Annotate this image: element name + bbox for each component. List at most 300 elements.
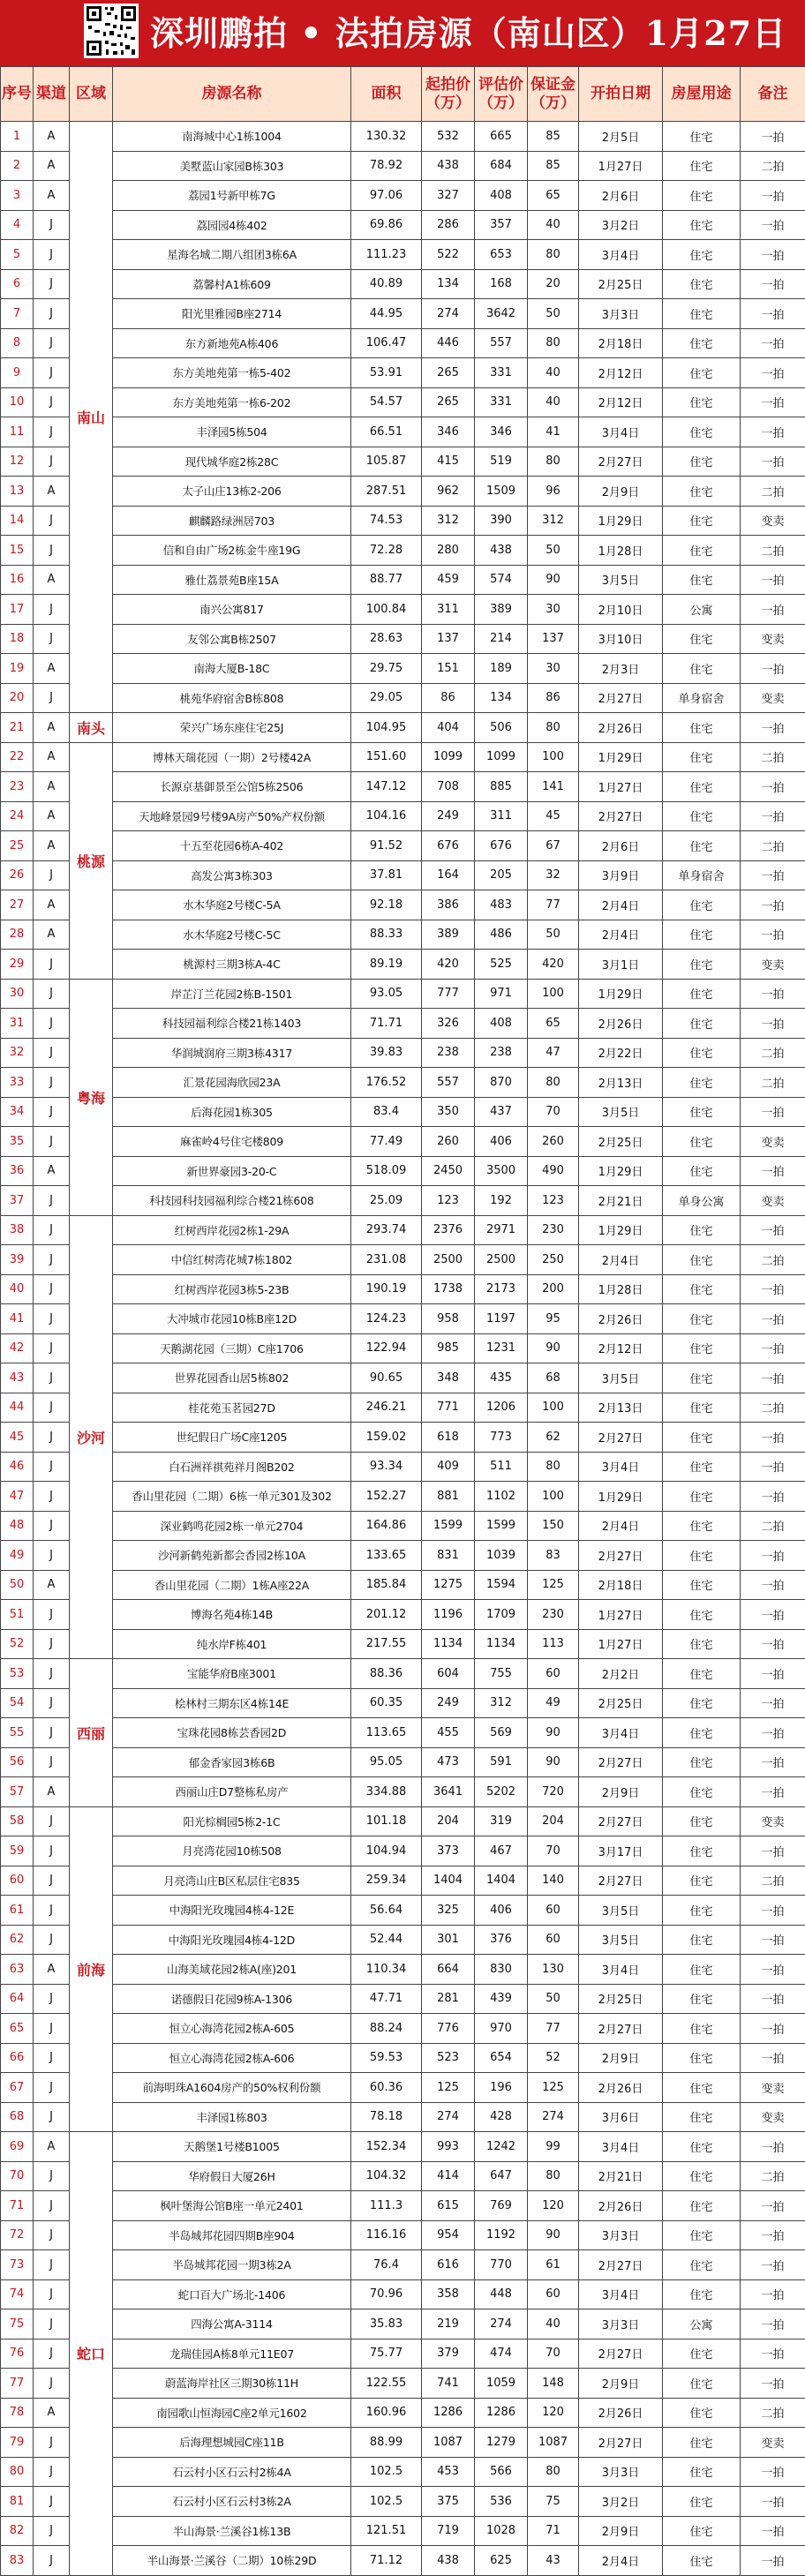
size-cell: 56.64 [351, 1896, 422, 1926]
row-number: 7 [1, 299, 34, 329]
usage-cell: 住宅 [663, 1629, 741, 1659]
row-number: 2 [1, 151, 34, 181]
deposit-cell: 490 [528, 1156, 579, 1186]
usage-cell: 住宅 [663, 2398, 741, 2428]
table-row [1, 181, 805, 211]
auction-date-cell: 2月4日 [579, 2546, 663, 2576]
start-price-cell: 719 [422, 2516, 475, 2546]
auction-date-cell: 2月4日 [579, 1245, 663, 1275]
usage-cell: 住宅 [663, 210, 741, 240]
usage-cell: 住宅 [663, 713, 741, 743]
usage-cell: 住宅 [663, 1452, 741, 1482]
auction-date-cell: 2月6日 [579, 181, 663, 211]
size-cell: 217.55 [351, 1629, 422, 1659]
note-cell: 一拍 [741, 1896, 805, 1926]
appraisal-cell: 569 [475, 1718, 528, 1748]
channel-cell: A [34, 1156, 70, 1186]
size-cell: 77.49 [351, 1127, 422, 1157]
row-number: 36 [1, 1156, 34, 1186]
row-number: 73 [1, 2250, 34, 2280]
size-cell: 518.09 [351, 1156, 422, 1186]
property-name: 华润城润府三期3栋4317 [113, 1038, 351, 1068]
table-row [1, 920, 805, 950]
row-number: 66 [1, 2043, 34, 2073]
deposit-cell: 65 [528, 181, 579, 211]
usage-cell: 住宅 [663, 565, 741, 595]
start-price-cell: 281 [422, 1984, 475, 2014]
appraisal-cell: 2173 [475, 1274, 528, 1304]
auction-date-cell: 2月22日 [579, 1038, 663, 1068]
size-cell: 71.12 [351, 2546, 422, 2576]
row-number: 69 [1, 2132, 34, 2162]
note-cell: 变卖 [741, 1806, 805, 1836]
note-cell: 一拍 [741, 654, 805, 684]
property-name: 太子山庄13栋2-206 [113, 477, 351, 507]
deposit-cell: 47 [528, 1038, 579, 1068]
note-cell: 二拍 [741, 2161, 805, 2191]
deposit-cell: 312 [528, 506, 579, 536]
property-name: 信和自由广场2栋金牛座19G [113, 536, 351, 566]
start-price-cell: 151 [422, 654, 475, 684]
usage-cell: 住宅 [663, 801, 741, 831]
property-name: 天鹅堡1号楼B1005 [113, 2132, 351, 2162]
size-cell: 88.24 [351, 2014, 422, 2044]
table-row [1, 1896, 805, 1926]
property-name: 郁金香家园3栋6B [113, 1747, 351, 1777]
row-number: 17 [1, 595, 34, 625]
row-number: 55 [1, 1718, 34, 1748]
table-row [1, 1806, 805, 1836]
property-name: 阳光棕榈园5栋2-1C [113, 1806, 351, 1836]
table-row [1, 1423, 805, 1453]
size-cell: 47.71 [351, 1984, 422, 2014]
note-cell: 一拍 [741, 1836, 805, 1866]
property-name: 荔馨村A1栋609 [113, 269, 351, 299]
channel-cell: J [34, 536, 70, 566]
auction-date-cell: 2月27日 [579, 683, 663, 713]
property-name: 红树西岸花园2栋1-29A [113, 1215, 351, 1245]
row-number: 25 [1, 831, 34, 861]
size-cell: 78.18 [351, 2102, 422, 2132]
property-name: 大冲城市花园10栋B座12D [113, 1304, 351, 1334]
appraisal-cell: 506 [475, 713, 528, 743]
property-name: 宝能华府B座3001 [113, 1659, 351, 1689]
deposit-cell: 130 [528, 1955, 579, 1985]
deposit-cell: 60 [528, 2279, 579, 2309]
property-name: 十五至花园6栋A-402 [113, 831, 351, 861]
deposit-cell: 274 [528, 2102, 579, 2132]
property-name: 蛇口百大广场北-1406 [113, 2279, 351, 2309]
note-cell: 一拍 [741, 801, 805, 831]
note-cell: 一拍 [741, 2339, 805, 2369]
deposit-cell: 50 [528, 920, 579, 950]
row-number: 10 [1, 387, 34, 417]
usage-cell: 住宅 [663, 624, 741, 654]
usage-cell: 住宅 [663, 1127, 741, 1157]
table-row [1, 1600, 805, 1630]
table-row [1, 950, 805, 980]
note-cell: 一拍 [741, 2220, 805, 2250]
auction-date-cell: 2月27日 [579, 1866, 663, 1896]
table-row [1, 1068, 805, 1098]
auction-date-cell: 2月27日 [579, 1806, 663, 1836]
appraisal-cell: 467 [475, 1836, 528, 1866]
channel-cell: J [34, 447, 70, 477]
channel-cell: J [34, 2191, 70, 2221]
note-cell: 二拍 [741, 151, 805, 181]
start-price-cell: 459 [422, 565, 475, 595]
deposit-cell: 137 [528, 624, 579, 654]
appraisal-cell: 770 [475, 2250, 528, 2280]
channel-cell: A [34, 565, 70, 595]
channel-cell: J [34, 1482, 70, 1512]
table-row [1, 772, 805, 802]
channel-cell: J [34, 2014, 70, 2044]
usage-cell: 住宅 [663, 2220, 741, 2250]
appraisal-cell: 205 [475, 860, 528, 890]
table-row [1, 2516, 805, 2546]
auction-date-cell: 2月18日 [579, 1570, 663, 1600]
auction-date-cell: 2月4日 [579, 890, 663, 920]
start-price-cell: 219 [422, 2309, 475, 2339]
size-cell: 106.47 [351, 328, 422, 358]
note-cell: 一拍 [741, 1304, 805, 1334]
start-price-cell: 954 [422, 2220, 475, 2250]
property-name: 西丽山庄D7整栋私房产 [113, 1777, 351, 1807]
usage-cell: 住宅 [663, 387, 741, 417]
usage-cell: 住宅 [663, 1955, 741, 1985]
appraisal-cell: 438 [475, 536, 528, 566]
start-price-cell: 1087 [422, 2428, 475, 2458]
deposit-cell: 100 [528, 742, 579, 772]
property-name: 南海城中心1栋1004 [113, 122, 351, 152]
channel-cell: A [34, 2398, 70, 2428]
usage-cell: 住宅 [663, 2250, 741, 2280]
property-name: 麻雀岭4号住宅楼809 [113, 1127, 351, 1157]
header-banner [0, 0, 805, 66]
appraisal-cell: 773 [475, 1423, 528, 1453]
deposit-cell: 86 [528, 683, 579, 713]
channel-cell: J [34, 624, 70, 654]
auction-date-cell: 2月25日 [579, 1984, 663, 2014]
property-name: 恒立心海湾花园2栋A-605 [113, 2014, 351, 2044]
note-cell: 一拍 [741, 2309, 805, 2339]
note-cell: 一拍 [741, 920, 805, 950]
property-name: 桃苑华府宿舍B栋808 [113, 683, 351, 713]
property-name: 纯水岸F栋401 [113, 1629, 351, 1659]
appraisal-cell: 319 [475, 1806, 528, 1836]
channel-cell: A [34, 801, 70, 831]
property-name: 龙瑞佳园A栋8单元11E07 [113, 2339, 351, 2369]
auction-date-cell: 1月29日 [579, 742, 663, 772]
channel-cell: J [34, 1097, 70, 1127]
size-cell: 29.75 [351, 654, 422, 684]
row-number: 12 [1, 447, 34, 477]
channel-cell: J [34, 1925, 70, 1955]
usage-cell: 住宅 [663, 1245, 741, 1275]
appraisal-cell: 3642 [475, 299, 528, 329]
table-row [1, 2428, 805, 2458]
auction-date-cell: 1月28日 [579, 1274, 663, 1304]
deposit-cell: 60 [528, 1659, 579, 1689]
size-cell: 102.5 [351, 2487, 422, 2517]
col-header-auction-date: 开拍日期 [579, 67, 663, 122]
size-cell: 111.23 [351, 240, 422, 270]
note-cell: 一拍 [741, 1777, 805, 1807]
table-row [1, 565, 805, 595]
row-number: 74 [1, 2279, 34, 2309]
note-cell: 二拍 [741, 2398, 805, 2428]
size-cell: 59.53 [351, 2043, 422, 2073]
size-cell: 259.34 [351, 1866, 422, 1896]
start-price-cell: 1134 [422, 1629, 475, 1659]
channel-cell: A [34, 772, 70, 802]
table-row [1, 447, 805, 477]
auction-date-cell: 2月18日 [579, 328, 663, 358]
appraisal-cell: 5202 [475, 1777, 528, 1807]
note-cell: 变卖 [741, 1186, 805, 1216]
usage-cell: 住宅 [663, 2132, 741, 2162]
deposit-cell: 140 [528, 1866, 579, 1896]
appraisal-cell: 435 [475, 1363, 528, 1393]
appraisal-cell: 439 [475, 1984, 528, 2014]
size-cell: 334.88 [351, 1777, 422, 1807]
channel-cell: A [34, 920, 70, 950]
usage-cell: 住宅 [663, 2457, 741, 2487]
deposit-cell: 60 [528, 1925, 579, 1955]
channel-cell: J [34, 1393, 70, 1423]
usage-cell: 住宅 [663, 1925, 741, 1955]
appraisal-cell: 1599 [475, 1511, 528, 1541]
usage-cell: 住宅 [663, 417, 741, 447]
row-number: 38 [1, 1215, 34, 1245]
usage-cell: 住宅 [663, 1747, 741, 1777]
appraisal-cell: 1059 [475, 2369, 528, 2399]
appraisal-cell: 483 [475, 890, 528, 920]
property-name: 中海阳光玫瑰园4栋4-12D [113, 1925, 351, 1955]
row-number: 4 [1, 210, 34, 240]
usage-cell: 住宅 [663, 1068, 741, 1098]
auction-date-cell: 3月6日 [579, 2102, 663, 2132]
channel-cell: J [34, 2250, 70, 2280]
property-name: 半山海景·兰溪谷1栋13B [113, 2516, 351, 2546]
row-number: 21 [1, 713, 34, 743]
start-price-cell: 1275 [422, 1570, 475, 1600]
property-name: 水木华庭2号楼C-5C [113, 920, 351, 950]
row-number: 67 [1, 2073, 34, 2103]
note-cell: 一拍 [741, 2043, 805, 2073]
usage-cell: 住宅 [663, 240, 741, 270]
row-number: 63 [1, 1955, 34, 1985]
usage-cell: 住宅 [663, 122, 741, 152]
appraisal-cell: 2971 [475, 1215, 528, 1245]
size-cell: 66.51 [351, 417, 422, 447]
appraisal-cell: 168 [475, 269, 528, 299]
qr-code-icon [84, 4, 139, 58]
start-price-cell: 523 [422, 2043, 475, 2073]
property-name: 前海明珠A1604房产的50%权利份额 [113, 2073, 351, 2103]
col-header-name: 房源名称 [113, 67, 351, 122]
deposit-cell: 80 [528, 328, 579, 358]
property-name: 世纪假日广场C座1205 [113, 1423, 351, 1453]
row-number: 49 [1, 1541, 34, 1571]
row-number: 76 [1, 2339, 34, 2369]
auction-date-cell: 2月6日 [579, 831, 663, 861]
note-cell: 一拍 [741, 269, 805, 299]
row-number: 28 [1, 920, 34, 950]
auction-date-cell: 2月27日 [579, 1747, 663, 1777]
channel-cell: J [34, 1718, 70, 1748]
deposit-cell: 113 [528, 1629, 579, 1659]
row-number: 3 [1, 181, 34, 211]
note-cell: 二拍 [741, 831, 805, 861]
region-cell: 蛇口 [70, 2132, 113, 2576]
auction-date-cell: 2月27日 [579, 2428, 663, 2458]
usage-cell: 住宅 [663, 1097, 741, 1127]
note-cell: 一拍 [741, 358, 805, 388]
table-row [1, 1570, 805, 1600]
appraisal-cell: 653 [475, 240, 528, 270]
size-cell: 90.65 [351, 1363, 422, 1393]
start-price-cell: 776 [422, 2014, 475, 2044]
usage-cell: 住宅 [663, 1600, 741, 1630]
row-number: 54 [1, 1688, 34, 1718]
table-row [1, 477, 805, 507]
appraisal-cell: 274 [475, 2309, 528, 2339]
row-number: 71 [1, 2191, 34, 2221]
channel-cell: A [34, 122, 70, 152]
property-name: 麒麟路绿洲居703 [113, 506, 351, 536]
auction-date-cell: 2月9日 [579, 2369, 663, 2399]
table-row [1, 210, 805, 240]
table-row [1, 595, 805, 625]
table-row [1, 1038, 805, 1068]
row-number: 64 [1, 1984, 34, 2014]
row-number: 9 [1, 358, 34, 388]
size-cell: 246.21 [351, 1393, 422, 1423]
note-cell: 一拍 [741, 387, 805, 417]
auction-date-cell: 3月4日 [579, 1718, 663, 1748]
table-row [1, 1718, 805, 1748]
channel-cell: J [34, 1274, 70, 1304]
appraisal-cell: 971 [475, 979, 528, 1009]
usage-cell: 住宅 [663, 1836, 741, 1866]
start-price-cell: 455 [422, 1718, 475, 1748]
channel-cell: J [34, 2102, 70, 2132]
size-cell: 35.83 [351, 2309, 422, 2339]
usage-cell: 住宅 [663, 1333, 741, 1363]
deposit-cell: 80 [528, 240, 579, 270]
table-row [1, 1186, 805, 1216]
col-header-note: 备注 [741, 67, 805, 122]
size-cell: 88.99 [351, 2428, 422, 2458]
table-row [1, 1097, 805, 1127]
table-row [1, 2487, 805, 2517]
size-cell: 190.19 [351, 1274, 422, 1304]
property-name: 后海理想城园C座11B [113, 2428, 351, 2458]
auction-date-cell: 3月5日 [579, 1363, 663, 1393]
channel-cell: J [34, 1068, 70, 1098]
usage-cell: 住宅 [663, 1688, 741, 1718]
row-number: 37 [1, 1186, 34, 1216]
note-cell: 一拍 [741, 1452, 805, 1482]
channel-cell: J [34, 595, 70, 625]
usage-cell: 住宅 [663, 2161, 741, 2191]
row-number: 72 [1, 2220, 34, 2250]
property-name: 水木华庭2号楼C-5A [113, 890, 351, 920]
start-price-cell: 831 [422, 1541, 475, 1571]
col-header-region: 区域 [70, 67, 113, 122]
size-cell: 40.89 [351, 269, 422, 299]
channel-cell: J [34, 2220, 70, 2250]
auction-date-cell: 3月3日 [579, 2309, 663, 2339]
start-price-cell: 137 [422, 624, 475, 654]
table-row [1, 1452, 805, 1482]
property-name: 美墅蓝山家园B栋303 [113, 151, 351, 181]
property-name: 丰泽园1栋803 [113, 2102, 351, 2132]
auction-date-cell: 1月29日 [579, 1156, 663, 1186]
table-row [1, 417, 805, 447]
property-name: 桃源村三期3栋A-4C [113, 950, 351, 980]
auction-date-cell: 2月13日 [579, 1068, 663, 1098]
region-cell: 沙河 [70, 1215, 113, 1659]
channel-cell: J [34, 2043, 70, 2073]
table-row [1, 1541, 805, 1571]
note-cell: 二拍 [741, 742, 805, 772]
channel-cell: J [34, 1541, 70, 1571]
deposit-cell: 720 [528, 1777, 579, 1807]
usage-cell: 住宅 [663, 1570, 741, 1600]
start-price-cell: 438 [422, 151, 475, 181]
size-cell: 293.74 [351, 1215, 422, 1245]
appraisal-cell: 1134 [475, 1629, 528, 1659]
note-cell: 一拍 [741, 890, 805, 920]
usage-cell: 住宅 [663, 536, 741, 566]
row-number: 13 [1, 477, 34, 507]
usage-cell: 住宅 [663, 1274, 741, 1304]
start-price-cell: 522 [422, 240, 475, 270]
size-cell: 88.33 [351, 920, 422, 950]
usage-cell: 住宅 [663, 2043, 741, 2073]
appraisal-cell: 574 [475, 565, 528, 595]
auction-date-cell: 2月9日 [579, 2516, 663, 2546]
auction-date-cell: 2月9日 [579, 477, 663, 507]
deposit-cell: 80 [528, 713, 579, 743]
start-price-cell: 373 [422, 1836, 475, 1866]
auction-date-cell: 3月9日 [579, 860, 663, 890]
property-name: 博海名苑4栋14B [113, 1600, 351, 1630]
appraisal-cell: 406 [475, 1896, 528, 1926]
usage-cell: 住宅 [663, 358, 741, 388]
start-price-cell: 2376 [422, 1215, 475, 1245]
table-row [1, 1747, 805, 1777]
usage-cell: 住宅 [663, 831, 741, 861]
col-header-usage: 房屋用途 [663, 67, 741, 122]
start-price-cell: 453 [422, 2457, 475, 2487]
channel-cell: J [34, 328, 70, 358]
start-price-cell: 389 [422, 920, 475, 950]
auction-date-cell: 3月4日 [579, 2132, 663, 2162]
table-row [1, 1955, 805, 1985]
appraisal-cell: 192 [475, 1186, 528, 1216]
start-price-cell: 985 [422, 1333, 475, 1363]
property-name: 东方新地苑A栋406 [113, 328, 351, 358]
note-cell: 一拍 [741, 2191, 805, 2221]
appraisal-cell: 684 [475, 151, 528, 181]
auction-date-cell: 1月29日 [579, 506, 663, 536]
row-number: 35 [1, 1127, 34, 1157]
appraisal-cell: 376 [475, 1925, 528, 1955]
